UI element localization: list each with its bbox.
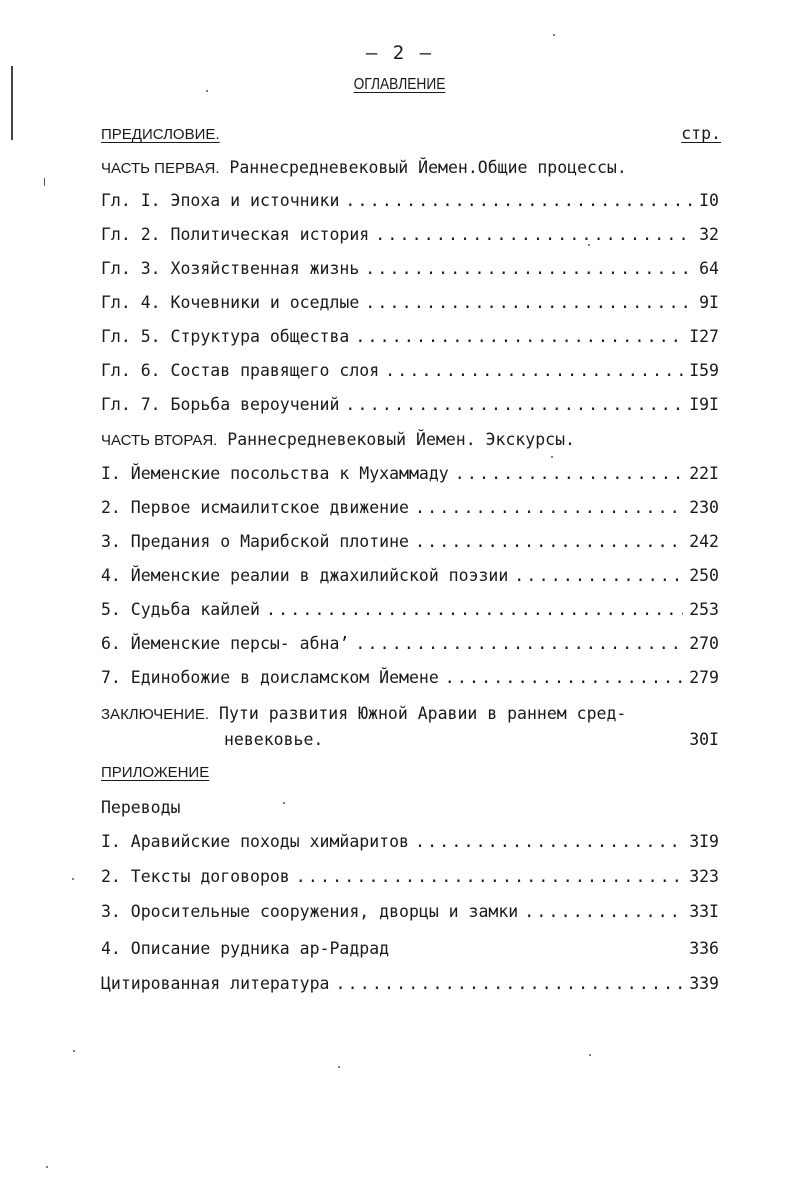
part-two-caps: ЧАСТЬ ВТОРАЯ. (101, 432, 218, 449)
toc-entry[interactable] (101, 566, 719, 590)
scan-speck (589, 1054, 591, 1056)
dot-leader (296, 867, 683, 886)
toc-entry-label: 7. Единобожие в доисламском Йемене (101, 668, 439, 687)
dot-leader (524, 902, 683, 921)
toc-entry-page: 3I9 (689, 832, 719, 851)
toc-entry[interactable] (101, 225, 719, 249)
toc-entry-label: Гл. 2. Политическая история (101, 225, 370, 244)
toc-entry[interactable] (101, 600, 719, 624)
toc-entry-page: 30I (689, 730, 719, 749)
dot-leader (365, 293, 693, 312)
page-number: – 2 – (365, 42, 434, 64)
toc-entry[interactable] (101, 191, 719, 215)
toc-entry-page: I27 (689, 327, 719, 346)
dot-leader (415, 532, 683, 551)
dot-leader (345, 395, 683, 414)
toc-entry-label: 3. Предания о Марибской плотине (101, 532, 409, 551)
dot-leader (415, 832, 683, 851)
toc-entry-label: Гл. 3. Хозяйственная жизнь (101, 259, 360, 278)
conclusion-text-1: Пути развития Южной Аравии в раннем сред- (219, 704, 627, 723)
scan-speck (44, 178, 45, 186)
toc-entry-label: I. Аравийские походы химйаритов (101, 832, 409, 851)
toc-entry-page: 339 (689, 974, 719, 993)
dot-leader (335, 974, 683, 993)
scan-speck (72, 878, 74, 880)
toc-entry-label: 4. Йеменские реалии в джахилийской поэзии (101, 566, 509, 585)
conclusion-text-2: невековье. (224, 730, 324, 749)
dot-leader (385, 361, 683, 380)
part-one-heading (101, 158, 627, 177)
conclusion-caps: ЗАКЛЮЧЕНИЕ. (101, 706, 210, 723)
scan-speck (553, 34, 555, 36)
dot-leader (345, 191, 693, 210)
toc-entry-label: 3. Оросительные сооружения, дворцы и замки (101, 902, 519, 921)
toc-entry-label: Гл. 6. Состав правящего слоя (101, 361, 380, 380)
scan-margin-line (11, 66, 13, 140)
toc-entry[interactable] (101, 395, 719, 419)
toc-entry[interactable] (101, 293, 719, 317)
toc-entry-page: 250 (689, 566, 719, 585)
toc-entry[interactable] (101, 464, 719, 488)
toc-entry[interactable] (101, 634, 719, 658)
toc-entry[interactable] (101, 668, 719, 692)
toc-entry-label: 4. Описание рудника ар-Радрад (101, 939, 390, 958)
conclusion-line-2 (224, 730, 719, 756)
toc-entry[interactable] (101, 939, 719, 963)
appendix-heading: ПРИЛОЖЕНИЕ (101, 764, 210, 781)
toc-entry-page: 32 (699, 225, 719, 244)
dot-leader (415, 498, 683, 517)
toc-entry[interactable] (101, 974, 719, 998)
scan-speck (338, 1066, 340, 1068)
toc-entry-page: 230 (689, 498, 719, 517)
toc-entry-label: Цитированная литература (101, 974, 330, 993)
toc-entry[interactable] (101, 832, 719, 856)
toc-entry-label: 5. Судьба кайлей (101, 600, 260, 619)
part-two-text: Раннесредневековый Йемен. Экскурсы. (227, 430, 575, 449)
dot-leader (355, 634, 683, 653)
toc-entry-conclusion[interactable] (101, 704, 719, 756)
toc-entry-page: I9I (689, 395, 719, 414)
toc-entry-label: 2. Тексты договоров (101, 867, 290, 886)
toc-entry[interactable] (101, 498, 719, 522)
dot-leader (455, 464, 684, 483)
toc-entry-label: Гл. 5. Структура общества (101, 327, 350, 346)
toc-entry[interactable] (101, 867, 719, 891)
toc-entry-label: Гл. 4. Кочевники и оседлые (101, 293, 360, 312)
toc-entry-page: 9I (699, 293, 719, 312)
scan-speck (46, 1166, 48, 1168)
scan-speck (73, 1050, 75, 1052)
toc-entry-label: 2. Первое исмаилитское движение (101, 498, 409, 517)
scan-speck (551, 456, 553, 458)
toc-entry-label: Гл. I. Эпоха и источники (101, 191, 340, 210)
dot-leader (375, 225, 693, 244)
toc-entry-page: 270 (689, 634, 719, 653)
dot-leader (355, 327, 683, 346)
dot-leader (445, 668, 683, 687)
toc-entry-page: 253 (689, 600, 719, 619)
page-column-label: стр. (681, 124, 721, 143)
toc-entry[interactable] (101, 327, 719, 351)
toc-entry[interactable] (101, 361, 719, 385)
dot-leader (514, 566, 683, 585)
part-two-heading (101, 430, 575, 449)
page-title: ОГЛАВЛЕНИЕ (353, 76, 446, 93)
toc-entry-label: I. Йеменские посольства к Мухаммаду (101, 464, 449, 483)
toc-entry-page: 242 (689, 532, 719, 551)
part-one-text: Раннесредневековый Йемен.Общие процессы. (229, 158, 627, 177)
toc-entry-page: I59 (689, 361, 719, 380)
scan-speck (283, 802, 285, 804)
toc-entry-page: 64 (699, 259, 719, 278)
toc-entry[interactable] (101, 902, 719, 926)
part-one-caps: ЧАСТЬ ПЕРВАЯ. (101, 160, 220, 177)
toc-entry-page: 336 (689, 939, 719, 958)
toc-entry-page: 22I (689, 464, 719, 483)
dot-leader (266, 600, 683, 619)
toc-entry-label: Гл. 7. Борьба вероучений (101, 395, 340, 414)
preface-heading: ПРЕДИСЛОВИЕ. (101, 126, 220, 143)
toc-entry-page: I0 (699, 191, 719, 210)
toc-entry[interactable] (101, 532, 719, 556)
toc-entry-page: 323 (689, 867, 719, 886)
toc-entry-label: 6. Йеменские персы- абна’ (101, 634, 350, 653)
conclusion-line-1 (101, 704, 719, 730)
dot-leader (365, 259, 693, 278)
toc-entry[interactable] (101, 259, 719, 283)
toc-entry-page: 279 (689, 668, 719, 687)
appendix-subtitle: Переводы (101, 798, 181, 817)
toc-entry-page: 33I (689, 902, 719, 921)
